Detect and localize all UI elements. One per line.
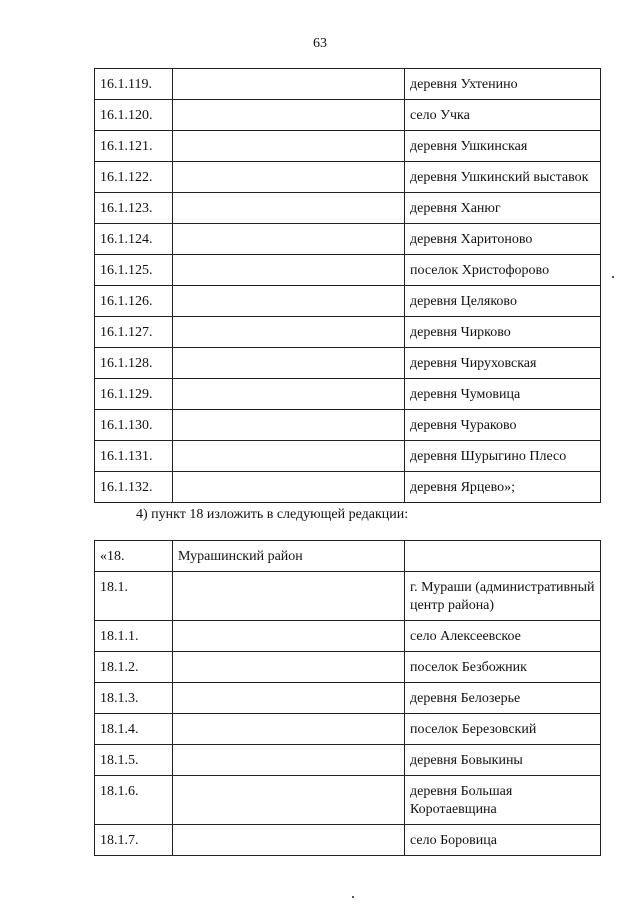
row-name	[173, 472, 405, 503]
row-code: 18.1.1.	[95, 621, 173, 652]
table-row	[95, 572, 601, 621]
table-row	[95, 714, 601, 745]
scan-speck	[352, 896, 354, 898]
row-settlement: поселок Христофорово	[405, 255, 601, 286]
table-row	[95, 410, 601, 441]
table-row	[95, 621, 601, 652]
table-row	[95, 317, 601, 348]
row-code: 16.1.128.	[95, 348, 173, 379]
row-settlement: село Боровица	[405, 825, 601, 856]
table-row	[95, 776, 601, 825]
row-name	[173, 745, 405, 776]
row-code: 16.1.132.	[95, 472, 173, 503]
row-code: 16.1.119.	[95, 69, 173, 100]
row-name	[173, 100, 405, 131]
row-settlement: деревня Чируховская	[405, 348, 601, 379]
row-settlement: деревня Ушкинский выставок	[405, 162, 601, 193]
table-row	[95, 69, 601, 100]
row-settlement: поселок Березовский	[405, 714, 601, 745]
row-settlement: деревня Чирково	[405, 317, 601, 348]
table-body	[95, 541, 601, 856]
row-settlement: поселок Безбожник	[405, 652, 601, 683]
row-settlement: деревня Ханюг	[405, 193, 601, 224]
row-name	[173, 286, 405, 317]
scan-speck	[612, 276, 614, 278]
row-code: 18.1.4.	[95, 714, 173, 745]
row-name: Мурашинский район	[173, 541, 405, 572]
row-code: 16.1.120.	[95, 100, 173, 131]
row-settlement: деревня Чураково	[405, 410, 601, 441]
table-row	[95, 131, 601, 162]
row-name	[173, 255, 405, 286]
row-settlement: деревня Шурыгино Плесо	[405, 441, 601, 472]
row-code: 16.1.121.	[95, 131, 173, 162]
row-code: 16.1.131.	[95, 441, 173, 472]
row-name	[173, 379, 405, 410]
row-code: 18.1.3.	[95, 683, 173, 714]
row-settlement: село Учка	[405, 100, 601, 131]
table-row	[95, 286, 601, 317]
table-row	[95, 255, 601, 286]
row-name	[173, 224, 405, 255]
row-name	[173, 572, 405, 621]
table-row	[95, 441, 601, 472]
row-name	[173, 162, 405, 193]
row-code: 18.1.5.	[95, 745, 173, 776]
row-code: 16.1.130.	[95, 410, 173, 441]
row-name	[173, 348, 405, 379]
row-settlement: деревня Харитоново	[405, 224, 601, 255]
row-name	[173, 131, 405, 162]
row-code: 18.1.6.	[95, 776, 173, 825]
row-code: 16.1.124.	[95, 224, 173, 255]
table-body	[95, 69, 601, 503]
row-settlement: деревня Большая Коротаевщина	[405, 776, 601, 825]
row-settlement: село Алексеевское	[405, 621, 601, 652]
table-row	[95, 541, 601, 572]
table-row	[95, 348, 601, 379]
table-row	[95, 683, 601, 714]
row-code: 18.1.2.	[95, 652, 173, 683]
table-row	[95, 379, 601, 410]
row-settlement: деревня Бовыкины	[405, 745, 601, 776]
settlements-table-murashinsky-district	[94, 540, 601, 856]
row-name	[173, 621, 405, 652]
row-code: 16.1.122.	[95, 162, 173, 193]
row-settlement: деревня Ухтенино	[405, 69, 601, 100]
table-row	[95, 472, 601, 503]
table-row	[95, 100, 601, 131]
settlements-table-district-16	[94, 68, 601, 503]
row-code: 16.1.127.	[95, 317, 173, 348]
row-code: 16.1.126.	[95, 286, 173, 317]
row-code: 18.1.	[95, 572, 173, 621]
row-name	[173, 825, 405, 856]
row-name	[173, 317, 405, 348]
amendment-paragraph: 4) пункт 18 изложить в следующей редакции:	[136, 507, 409, 522]
row-name	[173, 776, 405, 825]
table-row	[95, 652, 601, 683]
row-name	[173, 441, 405, 472]
row-settlement: деревня Целяково	[405, 286, 601, 317]
row-settlement	[405, 541, 601, 572]
row-name	[173, 410, 405, 441]
row-settlement: деревня Ушкинская	[405, 131, 601, 162]
row-name	[173, 714, 405, 745]
row-name	[173, 652, 405, 683]
row-settlement: г. Мураши (административный центр района)	[405, 572, 601, 621]
row-settlement: деревня Чумовица	[405, 379, 601, 410]
table-row	[95, 224, 601, 255]
row-name	[173, 193, 405, 224]
page-number: 63	[313, 36, 327, 51]
row-code: 16.1.129.	[95, 379, 173, 410]
row-code: «18.	[95, 541, 173, 572]
table-row	[95, 745, 601, 776]
row-code: 18.1.7.	[95, 825, 173, 856]
row-name	[173, 683, 405, 714]
row-name	[173, 69, 405, 100]
row-code: 16.1.125.	[95, 255, 173, 286]
row-settlement: деревня Ярцево»;	[405, 472, 601, 503]
table-row	[95, 193, 601, 224]
row-settlement: деревня Белозерье	[405, 683, 601, 714]
row-code: 16.1.123.	[95, 193, 173, 224]
table-row	[95, 162, 601, 193]
table-row	[95, 825, 601, 856]
